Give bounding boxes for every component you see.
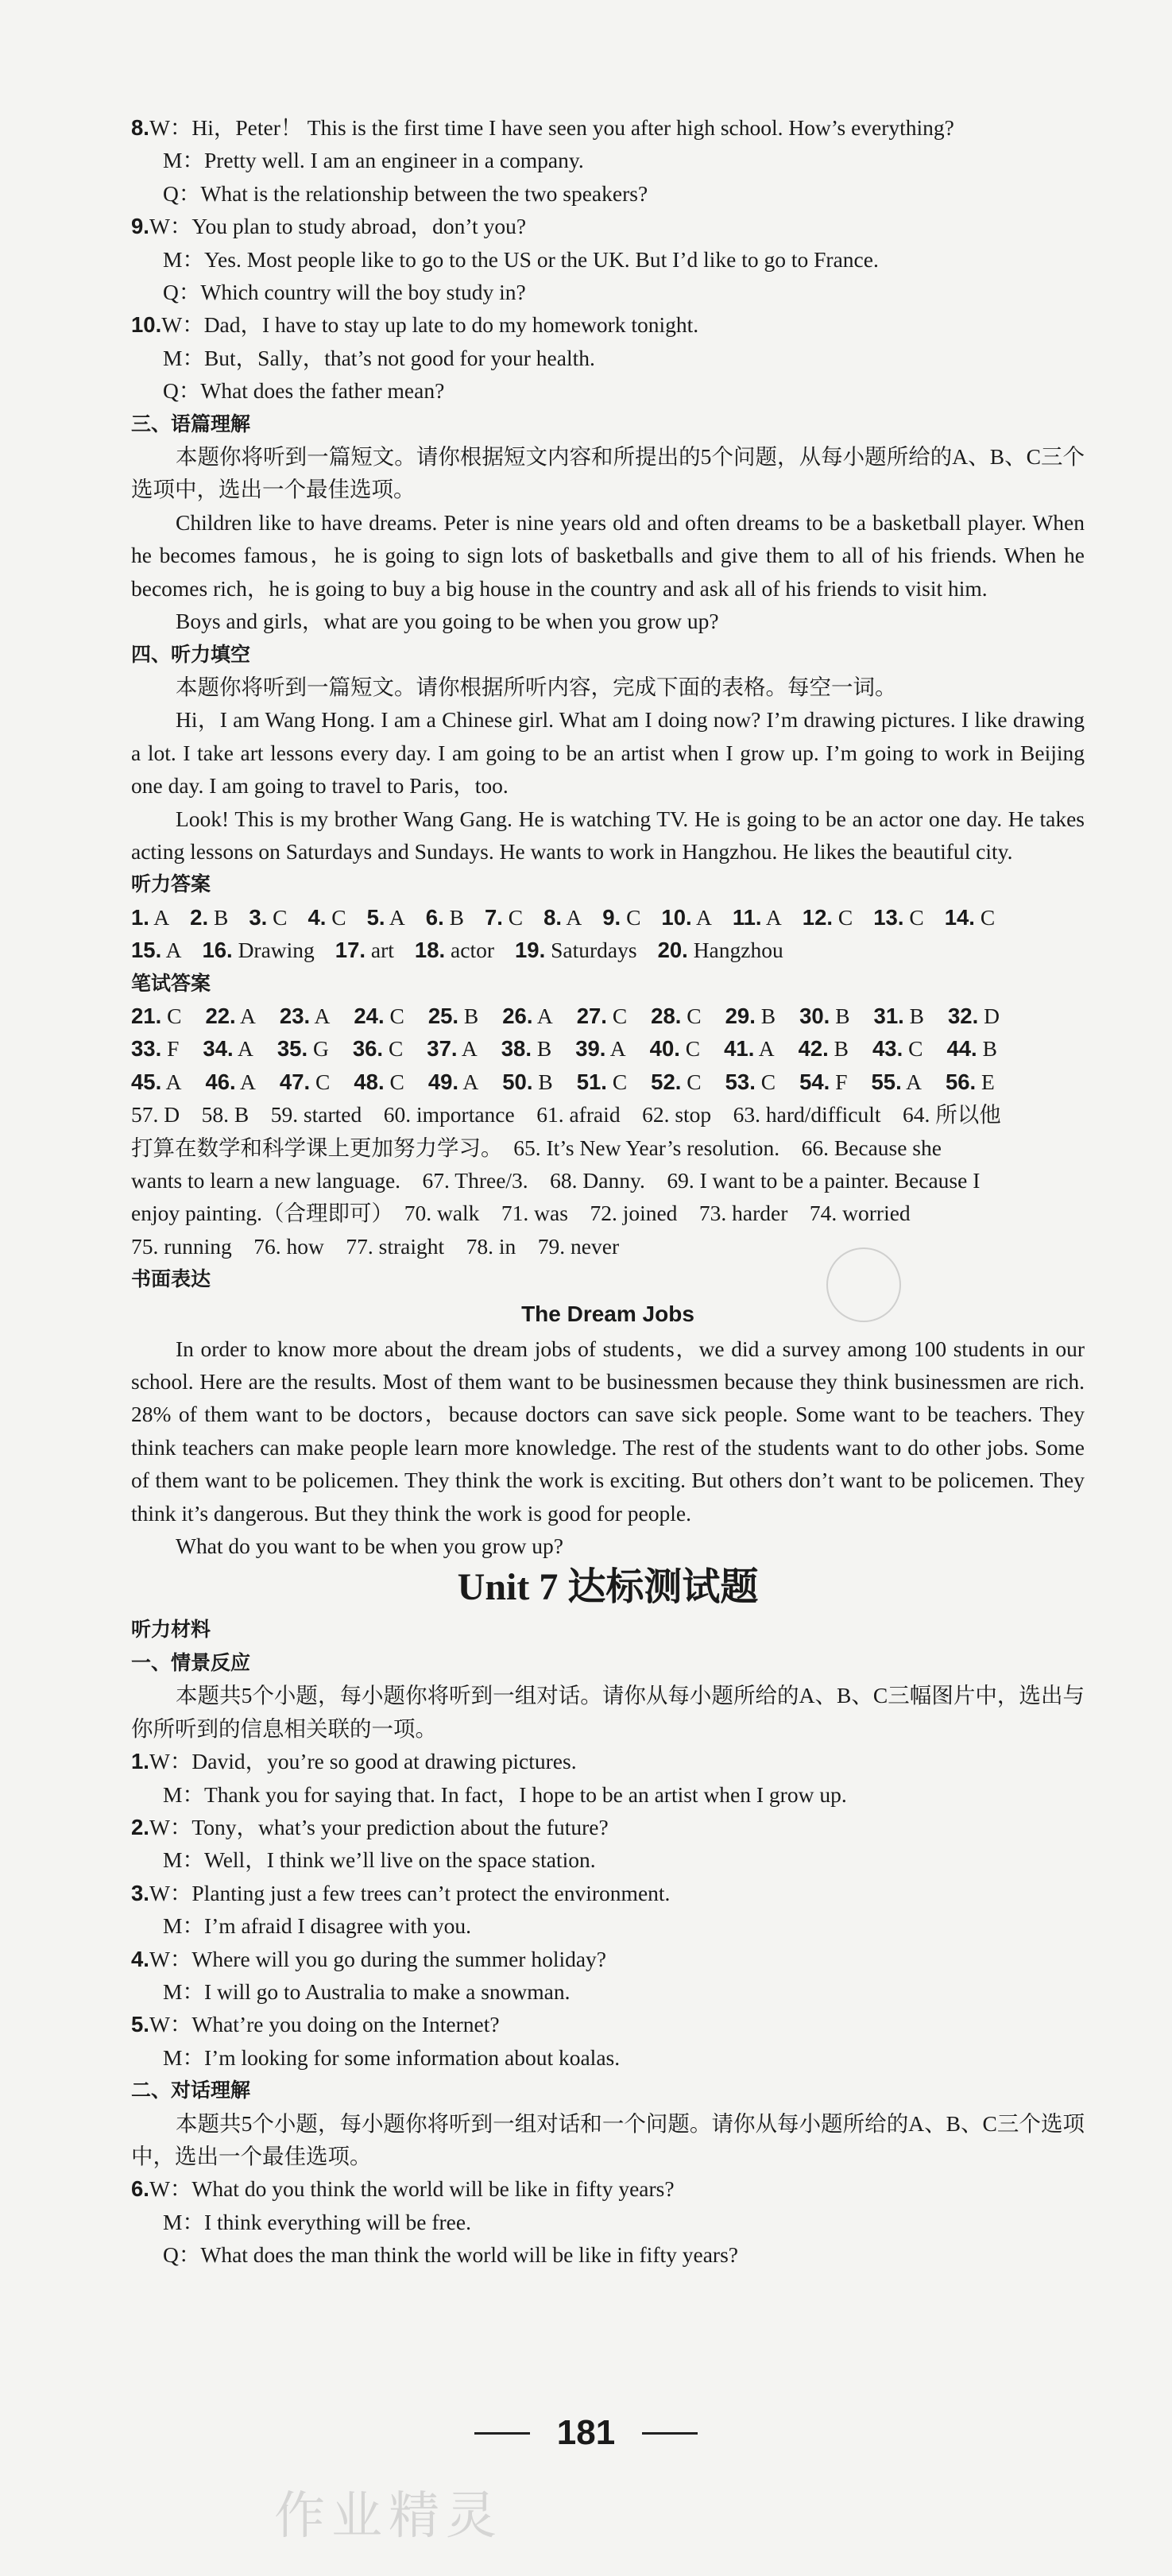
written-answers-line-7: enjoy painting.（合理即可） 70. walk 71. was 72. joined 73. harder 74. worried [131, 1201, 911, 1226]
dialog-line [131, 2008, 1085, 2040]
answer-number: 49. [427, 1069, 459, 1094]
answer-number: 45. [131, 1069, 162, 1094]
answer-value: G [308, 1036, 329, 1062]
answer-value: C [833, 904, 853, 930]
section-heading-1: 一、情景反应 [131, 1650, 251, 1674]
answer-item [874, 1004, 924, 1028]
question-number: 3. [131, 1880, 149, 1905]
answer-value: B [208, 904, 229, 930]
answer-item [575, 1036, 625, 1061]
answer-value: C [310, 1069, 331, 1094]
written-answers-line-4: 57. D 58. B 59. started 60. importance 61. afraid 62. stop 63. hard/difficult 64. 所以他 [131, 1102, 1001, 1127]
dialog-line [131, 1745, 1085, 1777]
dialog-line [131, 1877, 1085, 1909]
answer-number: 16. [202, 938, 233, 963]
answer-value: B [903, 1003, 924, 1028]
answer-item [485, 905, 523, 930]
answer-value: B [458, 1003, 479, 1028]
answer-item [280, 1004, 330, 1028]
answer-value: C [606, 1069, 628, 1094]
dialog-text: M：Well，I think we’ll live on the space station. [163, 1847, 596, 1873]
answer-number: 30. [799, 1003, 830, 1028]
answer-value: B [531, 1036, 552, 1062]
answer-item [190, 905, 228, 930]
question-number: 1. [131, 1749, 149, 1774]
dialog-text: M：Yes. Most people like to go to the US or the UK. But I’d like to go to France. [163, 246, 879, 272]
answer-value: B [755, 1003, 776, 1028]
answer-number: 37. [427, 1036, 458, 1062]
answer-value: A [761, 904, 782, 930]
answer-number: 18. [414, 938, 446, 963]
answer-item [335, 938, 394, 962]
dialog-text: W：Dad，I have to stay up late to do my homework tonight. [161, 312, 699, 338]
answer-number: 35. [277, 1036, 308, 1062]
answer-number: 17. [335, 938, 366, 963]
dialog-line [131, 2238, 1085, 2271]
essay-title: The Dream Jobs [521, 1301, 694, 1326]
answer-item [131, 938, 181, 962]
answer-number: 50. [502, 1069, 533, 1094]
answer-value: A [754, 1036, 775, 1062]
section-3-intro: 本题你将听到一篇短文。请你根据短文内容和所提出的5个问题，从每小题所给的A、B、C三个选项中，选出一个最佳选项。 [131, 444, 1085, 502]
answer-item [945, 905, 995, 930]
answer-item [427, 1036, 477, 1061]
answer-number: 38. [501, 1036, 532, 1062]
answer-value: A [605, 1036, 626, 1062]
answer-number: 33. [131, 1036, 162, 1062]
dialog-text: M：Thank you for saying that. In fact，I hope to be an artist when I grow up. [163, 1781, 847, 1807]
answer-item [871, 1069, 921, 1094]
answer-value: A [532, 1003, 553, 1028]
answer-number: 25. [427, 1003, 459, 1028]
answer-number: 13. [873, 904, 904, 930]
section-2-intro: 本题共5个小题，每小题你将听到一组对话和一个问题。请你从每小题所给的A、B、C三个选项中，选出一个最佳选项。 [131, 2110, 1085, 2168]
answer-number: 20. [657, 938, 688, 963]
answer-value: C [502, 904, 524, 930]
answer-item [203, 1036, 253, 1061]
answer-value: A [161, 938, 182, 963]
answer-number: 42. [798, 1036, 829, 1062]
section-1-intro: 本题共5个小题，每小题你将听到一组对话。请你从每小题所给的A、B、C三幅图片中，选出与你所听到的信息相关联的一项。 [131, 1683, 1085, 1741]
answer-value: A [161, 1069, 182, 1094]
answer-number: 23. [279, 1003, 311, 1028]
answer-item [249, 905, 287, 930]
answer-item [872, 1036, 923, 1061]
answer-item [946, 1036, 996, 1061]
answer-value: C [681, 1069, 702, 1094]
section-3-question: Boys and girls，what are you going to be when you grow up? [176, 609, 719, 634]
section-4-body [131, 671, 1085, 868]
answer-number: 4. [308, 904, 327, 930]
answer-value: B [977, 1036, 997, 1062]
dialog-line [131, 308, 1085, 341]
answer-number: 6. [425, 904, 444, 930]
dialog-line [131, 1811, 1085, 1843]
dialog-line [131, 1909, 1085, 1942]
question-number: 5. [131, 2012, 149, 2037]
answer-item [651, 1004, 701, 1028]
dialog-line [131, 1975, 1085, 2008]
answer-item [277, 1036, 329, 1061]
dialog-line [131, 2172, 1085, 2205]
answer-number: 41. [724, 1036, 755, 1062]
answer-value: actor [445, 938, 494, 963]
unit-title: Unit 7 达标测试题 [457, 1566, 759, 1609]
answer-value: C [681, 1003, 702, 1028]
answer-number: 43. [872, 1036, 903, 1062]
section-1-intro-block [131, 1679, 1085, 1745]
dialog-line [131, 111, 1085, 144]
page-number [0, 2412, 1172, 2453]
dialog-text: W：David，you’re so good at drawing pictures. [149, 1749, 577, 1774]
answer-value: C [903, 1036, 923, 1062]
answer-number: 21. [131, 1003, 162, 1028]
answer-item [577, 1004, 627, 1028]
answer-item [577, 1069, 627, 1094]
answer-value: C [755, 1069, 776, 1094]
section-heading-2: 二、对话理解 [131, 2079, 251, 2102]
answer-item [502, 1069, 552, 1094]
question-number: 9. [131, 214, 149, 239]
dialog-text: W：What do you think the world will be like in fifty years? [149, 2176, 675, 2202]
dialogs-6 [131, 2172, 1085, 2271]
answer-number: 52. [651, 1069, 682, 1094]
answer-item [202, 938, 314, 962]
writing-heading: 书面表达 [131, 1267, 211, 1291]
listening-answers-heading: 听力答案 [131, 872, 211, 896]
essay-paragraph-1: In order to know more about the dream jobs of students，we did a survey among 100 students in our school. Here are the results. Most of them want to be businessmen because they think businessmen are rich. 28% of them want to be doctors，because doctors can save sick people. Some want to be teachers. They think teachers can make people learn more knowledge. The rest of the students want to do other jobs. Some of them want to be policemen. They think the work is exciting. But others don’t want to be policemen. They think it’s dangerous. But they think the work is good for people. [131, 1336, 1085, 1526]
answer-value: Drawing [232, 938, 315, 963]
answer-item [354, 1069, 404, 1094]
answer-number: 14. [944, 904, 975, 930]
dialog-text: Q：Which country will the boy study in? [163, 280, 526, 305]
dash-left [474, 2432, 530, 2435]
dialog-text: M：I’m looking for some information about koalas. [163, 2044, 621, 2070]
stamp-circle [826, 1247, 901, 1322]
answer-item [501, 1036, 551, 1061]
dash-right [642, 2432, 698, 2435]
dialog-text: W：Hi，Peter！ This is the first time I have seen you after high school. How’s everything? [149, 115, 954, 140]
answer-value: A [149, 904, 170, 930]
answer-value: C [974, 904, 996, 930]
content-column [131, 111, 1085, 2272]
answer-value: C [161, 1003, 182, 1028]
answer-value: B [830, 1003, 850, 1028]
dialog-line [131, 1778, 1085, 1811]
answer-item [799, 1004, 849, 1028]
answer-value: C [903, 904, 924, 930]
dialog-line [131, 144, 1085, 176]
answer-item [650, 1036, 700, 1061]
answer-value: C [384, 1003, 404, 1028]
answer-number: 46. [205, 1069, 236, 1094]
answer-item [602, 905, 640, 930]
dialog-text: Q：What is the relationship between the two speakers? [163, 180, 648, 206]
question-number: 8. [131, 115, 149, 140]
dialog-line [131, 2206, 1085, 2238]
dialog-text: W：Planting just a few trees can’t protect the environment. [149, 1880, 671, 1905]
dialog-line [131, 374, 1085, 407]
answer-value: B [443, 904, 464, 930]
answer-item [799, 1036, 849, 1061]
question-number: 4. [131, 1946, 149, 1971]
page-number-text: 181 [556, 2413, 616, 2453]
dialog-text: W：You plan to study abroad，don’t you? [149, 214, 527, 239]
answer-item [205, 1004, 255, 1028]
dialogs-1-5 [131, 1745, 1085, 2074]
dialog-line [131, 177, 1085, 210]
answer-value: A [901, 1069, 922, 1094]
dialog-text: M：I’m afraid I disagree with you. [163, 1913, 471, 1939]
answer-item [799, 1069, 847, 1094]
answer-value: B [828, 1036, 849, 1062]
answer-number: 8. [543, 904, 563, 930]
answer-item [280, 1069, 330, 1094]
answer-number: 10. [661, 904, 692, 930]
written-answers-heading: 笔试答案 [131, 971, 211, 995]
answer-item [428, 1004, 478, 1028]
answer-value: A [691, 904, 712, 930]
answer-item [725, 1069, 776, 1094]
answer-value: C [384, 1069, 404, 1094]
written-answers-row-1 [131, 1000, 1085, 1032]
answer-number: 2. [190, 904, 209, 930]
answer-number: 1. [131, 904, 149, 930]
answer-item [308, 905, 346, 930]
answer-item [353, 1036, 403, 1061]
answer-item [426, 905, 464, 930]
answer-value: A [233, 1036, 253, 1062]
answer-number: 47. [279, 1069, 311, 1094]
answer-item [131, 1069, 181, 1094]
answer-number: 12. [802, 904, 834, 930]
answer-value: C [326, 904, 346, 930]
answer-value: F [161, 1036, 180, 1062]
answer-number: 34. [203, 1036, 234, 1062]
answer-item [367, 905, 405, 930]
dialog-text: M：Pretty well. I am an engineer in a company. [163, 148, 584, 173]
answer-number: 5. [366, 904, 385, 930]
section-3-passage: Children like to have dreams. Peter is nine years old and often dreams to be a basketball player. When he becomes famous，he is going to sign lots of basketballs and give them to all of his friends. When he becomes rich，he is going to buy a big house in the country and ask all of his friends to visit him. [131, 509, 1085, 601]
answer-number: 3. [249, 904, 268, 930]
section-heading-3: 三、语篇理解 [131, 412, 251, 435]
dialog-text: M：I think everything will be free. [163, 2209, 471, 2234]
answer-number: 40. [649, 1036, 680, 1062]
dialog-text: W：Where will you go during the summer holiday? [149, 1946, 607, 1971]
answer-value: A [235, 1069, 256, 1094]
answer-item [428, 1069, 478, 1094]
section-4-intro: 本题你将听到一篇短文。请你根据所听内容，完成下面的表格。每空一词。 [176, 674, 897, 699]
answer-number: 36. [352, 1036, 384, 1062]
answer-number: 24. [354, 1003, 385, 1028]
answer-number: 54. [799, 1069, 830, 1094]
dialog-line [131, 243, 1085, 276]
answer-number: 15. [131, 938, 162, 963]
answer-item [502, 1004, 552, 1028]
answer-number: 9. [602, 904, 621, 930]
answer-item [543, 905, 582, 930]
answer-item [515, 938, 637, 962]
question-number: 2. [131, 1814, 149, 1839]
answer-value: Hangzhou [687, 938, 783, 963]
section-heading-4: 四、听力填空 [131, 642, 251, 666]
question-number: 10. [131, 312, 162, 338]
answer-value: D [978, 1003, 1000, 1028]
answer-number: 26. [502, 1003, 533, 1028]
watermark-logo: 作业精灵 [274, 2487, 503, 2546]
answer-number: 44. [946, 1036, 977, 1062]
answer-item [131, 1036, 179, 1061]
written-answers-line-8: 75. running 76. how 77. straight 78. in 79. never [131, 1233, 620, 1259]
answer-value: E [976, 1069, 995, 1094]
dialog-text: W：What’re you doing on the Internet? [149, 2012, 500, 2037]
dialog-line [131, 2041, 1085, 2074]
dialog-text: Q：What does the man think the world will be like in fifty years? [163, 2242, 738, 2268]
answer-number: 55. [871, 1069, 902, 1094]
answer-value: C [621, 904, 641, 930]
answer-item [354, 1004, 404, 1028]
answer-value: C [679, 1036, 701, 1062]
answer-number: 28. [651, 1003, 682, 1028]
answer-number: 53. [725, 1069, 756, 1094]
answer-value: A [235, 1003, 256, 1028]
answer-value: A [562, 904, 582, 930]
answer-item [131, 905, 169, 930]
question-number: 6. [131, 2176, 149, 2202]
answer-item [725, 1004, 776, 1028]
listening-answers-row-1 [131, 901, 1085, 934]
answer-item [131, 1004, 181, 1028]
answer-value: F [830, 1069, 848, 1094]
listening-answers-row-2 [131, 934, 1085, 966]
written-answers-row-2 [131, 1032, 1085, 1065]
written-answers-row-3 [131, 1066, 1085, 1098]
answer-value: art [366, 938, 394, 963]
dialog-text: Q：What does the father mean? [163, 378, 445, 404]
dialog-line [131, 342, 1085, 374]
answer-number: 27. [576, 1003, 607, 1028]
answer-item [651, 1069, 701, 1094]
answer-number: 31. [873, 1003, 904, 1028]
answer-value: A [458, 1069, 479, 1094]
dialog-line [131, 210, 1085, 242]
answer-item [658, 938, 783, 962]
answer-number: 48. [354, 1069, 385, 1094]
dialog-text: W：Tony，what’s your prediction about the future? [149, 1814, 609, 1839]
answer-item [733, 905, 782, 930]
answer-number: 39. [575, 1036, 606, 1062]
answer-item [873, 905, 923, 930]
answer-item [724, 1036, 774, 1061]
answer-item [205, 1069, 255, 1094]
answer-item [415, 938, 494, 962]
answer-number: 32. [947, 1003, 979, 1028]
answer-number: 19. [515, 938, 546, 963]
answer-value: A [385, 904, 405, 930]
dialog-line [131, 1943, 1085, 1975]
answer-value: C [267, 904, 288, 930]
dialogs-8-10 [131, 111, 1085, 408]
section-3-body [131, 440, 1085, 637]
answer-number: 51. [576, 1069, 607, 1094]
answer-item [661, 905, 711, 930]
material-heading: 听力材料 [131, 1618, 211, 1642]
answer-number: 29. [725, 1003, 756, 1028]
dialog-line [131, 276, 1085, 308]
section-4-passage-2: Look! This is my brother Wang Gang. He is watching TV. He is going to be an actor one day. He takes acting lessons on Saturdays and Sundays. He wants to work in Hangzhou. He likes the beautiful city. [131, 806, 1085, 864]
dialog-text: M：But，Sally，that’s not good for your health. [163, 345, 595, 370]
answer-value: A [457, 1036, 478, 1062]
answer-item [946, 1069, 995, 1094]
answer-number: 11. [732, 904, 762, 930]
answer-item [948, 1004, 1000, 1028]
answer-value: Saturdays [545, 938, 637, 963]
written-answers-line-6: wants to learn a new language. 67. Three/3. 68. Danny. 69. I want to be a painter. Because I [131, 1168, 981, 1193]
answer-number: 56. [945, 1069, 977, 1094]
answer-number: 22. [205, 1003, 236, 1028]
essay-body [131, 1332, 1085, 1563]
answer-value: A [310, 1003, 331, 1028]
answer-value: B [532, 1069, 553, 1094]
dialog-line [131, 1843, 1085, 1876]
written-answers-line-5: 打算在数学和科学课上更加努力学习。 65. It’s New Year’s resolution. 66. Because she [131, 1135, 942, 1160]
answer-item [803, 905, 853, 930]
section-4-passage-1: Hi，I am Wang Hong. I am a Chinese girl. What am I doing now? I’m drawing pictures. I like drawing a lot. I take art lessons every day. I am going to be an artist when I grow up. I’m going to work in Beijing one day. I am going to travel to Paris，too. [131, 707, 1085, 799]
answer-number: 7. [484, 904, 503, 930]
essay-paragraph-2: What do you want to be when you grow up? [176, 1534, 564, 1559]
section-2-intro-block [131, 2107, 1085, 2173]
dialog-text: M：I will go to Australia to make a snowman. [163, 1978, 571, 2004]
answer-value: C [383, 1036, 404, 1062]
answer-value: C [606, 1003, 628, 1028]
